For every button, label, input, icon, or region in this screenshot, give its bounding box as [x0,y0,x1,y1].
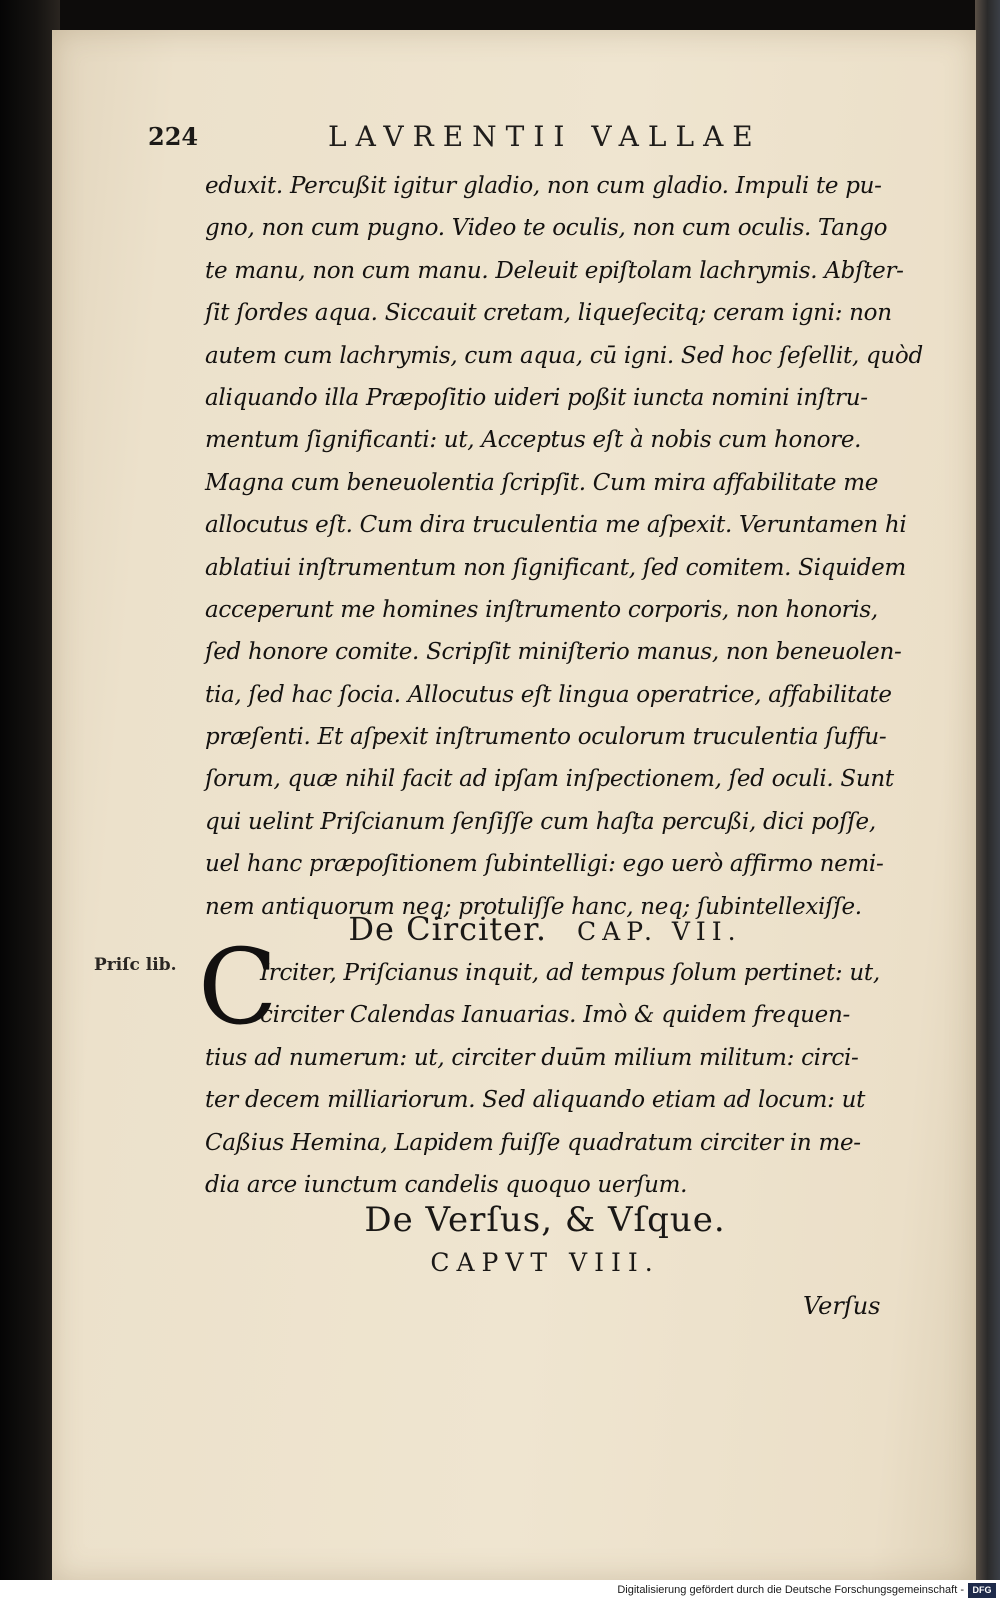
dfg-logo: DFG [968,1583,996,1598]
chapter-7-title: De Circiter. [348,910,548,948]
text-line: uel hanc præpoſitionem ſubintelligi: ego uerò affirmo nemi- [205,851,884,878]
text-line: præſenti. Et aſpexit inſtrumento oculorum truculentia ſuffu- [205,724,887,751]
text-line: gno, non cum pugno. Video te oculis, non cum oculis. Tango [205,215,888,242]
drop-cap-initial: C [198,926,278,1048]
text-line: qui uelint Priſcianum ſenſiſſe cum haſta percußi, dici poſſe, [205,808,876,835]
text-line: Irciter, Priſcianus inquit, ad tempus ſolum pertinet: ut, [260,960,880,986]
text-line: Magna cum beneuolentia ſcripſit. Cum mira affabilitate me [205,469,879,496]
funding-credit: Digitalisierung gefördert durch die Deutsche Forschungsgemeinschaft - [617,1584,964,1596]
text-line: eduxit. Percußit igitur gladio, non cum gladio. Impuli te pu- [205,173,882,199]
catchword: Verſus [803,1292,881,1320]
text-line: allocutus eſt. Cum dira truculentia me aſpexit. Veruntamen hi [205,512,907,539]
text-line: nem antiquorum neq; protuliſſe hanc, neq; ſubintellexiſſe. [205,893,862,920]
text-line: dia arce iunctum candelis quoquo uerſum. [205,1171,688,1198]
text-line: acceperunt me homines inſtrumento corporis, non honoris, [205,596,878,623]
digitization-footer [0,1580,1000,1602]
chapter-8-number: CAPVT VIII. [430,1248,660,1277]
text-line: ablatiui inſtrumentum non ſignificant, ſed comitem. Siquidem [205,554,906,581]
text-line: tius ad numerum: ut, circiter duūm milium militum: circi- [205,1044,859,1071]
text-line: Caßius Hemina, Lapidem fuiſſe quadratum circiter in me- [205,1129,861,1156]
text-line: circiter Calendas Ianuarias. Imò & quidem frequen- [260,1002,850,1029]
text-line: ter decem milliariorum. Sed aliquando etiam ad locum: ut [205,1087,866,1114]
text-line: ſorum, quæ nihil facit ad ipſam inſpectionem, ſed oculi. Sunt [205,766,894,793]
text-line: tia, ſed hac ſocia. Allocutus eſt lingua operatrice, affabilitate [205,681,892,708]
text-line: ſed honore comite. Scripſit miniſterio manus, non beneuolen- [205,639,902,666]
chapter-7-number: CAP. VII. [577,917,742,946]
running-title: LAVRENTII VALLAE [328,120,762,153]
book-gutter-shadow [0,0,60,1602]
text-line: te manu, non cum manu. Deleuit epiſtolam lachrymis. Abſter- [205,257,904,284]
page-number: 224 [148,122,199,151]
page-edge [975,0,1000,1580]
marginal-note: Priſc lib. [94,955,177,975]
chapter-7-text [205,952,885,1206]
main-text-block [205,165,923,928]
text-line: aliquando illa Præpoſitio uideri poßit iuncta nomini inſtru- [205,384,868,411]
page-header [148,120,788,160]
text-line: mentum ſignificanti: ut, Acceptus eſt à nobis cum honore. [205,427,862,454]
chapter-7-heading [205,910,885,948]
text-line: ſit ſordes aqua. Siccauit cretam, liqueſecitq; ceram igni: non [205,300,892,327]
text-line: autem cum lachrymis, cum aqua, cū igni. Sed hoc ſeſellit, quòd [205,342,923,369]
chapter-8-title: De Verſus, & Vſque. [364,1200,726,1240]
